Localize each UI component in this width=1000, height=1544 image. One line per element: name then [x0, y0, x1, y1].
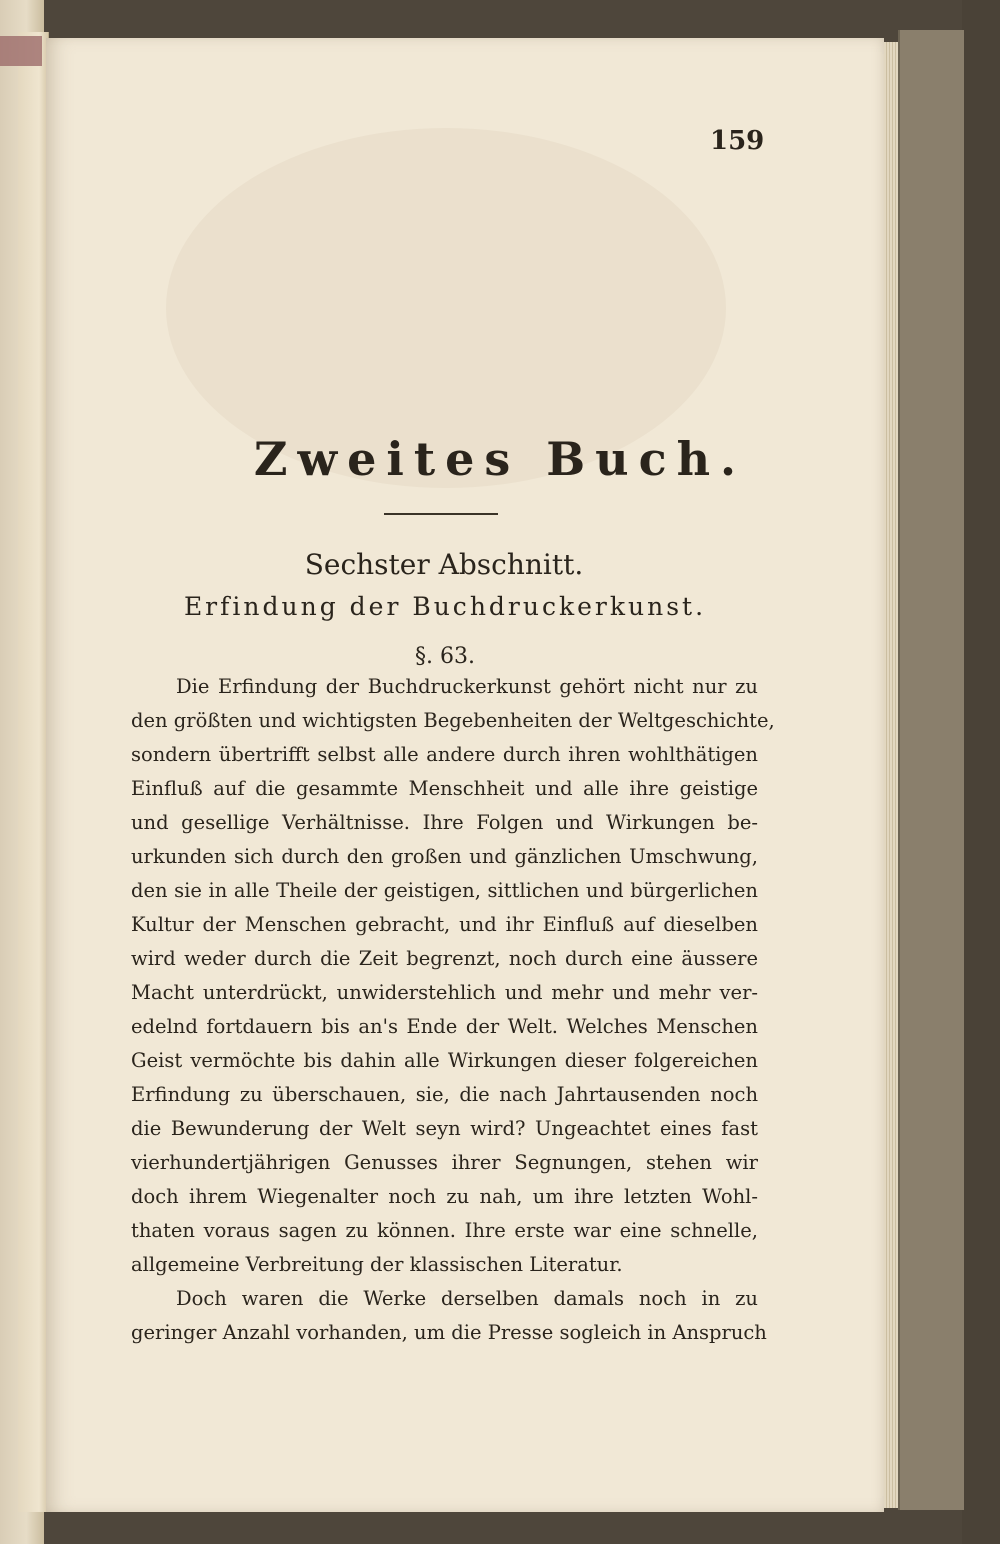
body-line: edelnd fortdauern bis an's Ende der Welt. Welches Menschen — [131, 1015, 758, 1038]
back-cover-board — [898, 30, 964, 1510]
chapter-subtitle: Erfindung der Buchdruckerkunst. — [183, 592, 707, 621]
body-line: Erfindung zu überschauen, sie, die nach Jahrtausenden noch — [131, 1083, 758, 1106]
body-line: doch ihrem Wiegenalter noch zu nah, um ihre letzten Wohl- — [131, 1185, 758, 1208]
previous-page-edge — [18, 32, 49, 1512]
body-line: Einfluß auf die gesammte Menschheit und alle ihre geistige — [131, 777, 758, 800]
body-line: wird weder durch die Zeit begrenzt, noch durch eine äussere — [131, 947, 758, 970]
body-line: Macht unterdrückt, unwiderstehlich und mehr und mehr ver- — [131, 981, 758, 1004]
body-line: den sie in alle Theile der geistigen, sittlichen und bürgerlichen — [131, 879, 758, 902]
body-line: Geist vermöchte bis dahin alle Wirkungen dieser folgereichen — [131, 1049, 758, 1072]
body-line: vierhundertjährigen Genusses ihrer Segnungen, stehen wir — [131, 1151, 758, 1174]
body-line: thaten voraus sagen zu können. Ihre erste war eine schnelle, — [131, 1219, 758, 1242]
body-line: und gesellige Verhältnisse. Ihre Folgen und Wirkungen be- — [131, 811, 758, 834]
body-line: allgemeine Verbreitung der klassischen Literatur. — [131, 1253, 623, 1276]
body-line: Die Erfindung der Buchdruckerkunst gehört nicht nur zu — [176, 675, 758, 698]
body-line: Kultur der Menschen gebracht, und ihr Einfluß auf dieselben — [131, 913, 758, 936]
page-number: 159 — [710, 126, 765, 156]
title-divider — [384, 513, 498, 515]
right-background — [962, 0, 1000, 1544]
body-line: die Bewunderung der Welt seyn wird? Ungeachtet eines fast — [131, 1117, 758, 1140]
section-heading: Sechster Abschnitt. — [304, 548, 584, 581]
page-block-edges — [884, 42, 898, 1508]
spine-band — [0, 36, 42, 66]
body-line: Doch waren die Werke derselben damals noch in zu — [176, 1287, 758, 1310]
book-title: Zweites Buch. — [253, 432, 747, 486]
paragraph-number: §. 63. — [415, 644, 475, 669]
body-line: urkunden sich durch den großen und gänzlichen Umschwung, — [131, 845, 758, 868]
body-line: sondern übertrifft selbst alle andere durch ihren wohlthätigen — [131, 743, 758, 766]
body-line: den größten und wichtigsten Begebenheiten der Weltgeschichte, — [131, 709, 775, 732]
body-line: geringer Anzahl vorhanden, um die Presse sogleich in Anspruch — [131, 1321, 767, 1344]
